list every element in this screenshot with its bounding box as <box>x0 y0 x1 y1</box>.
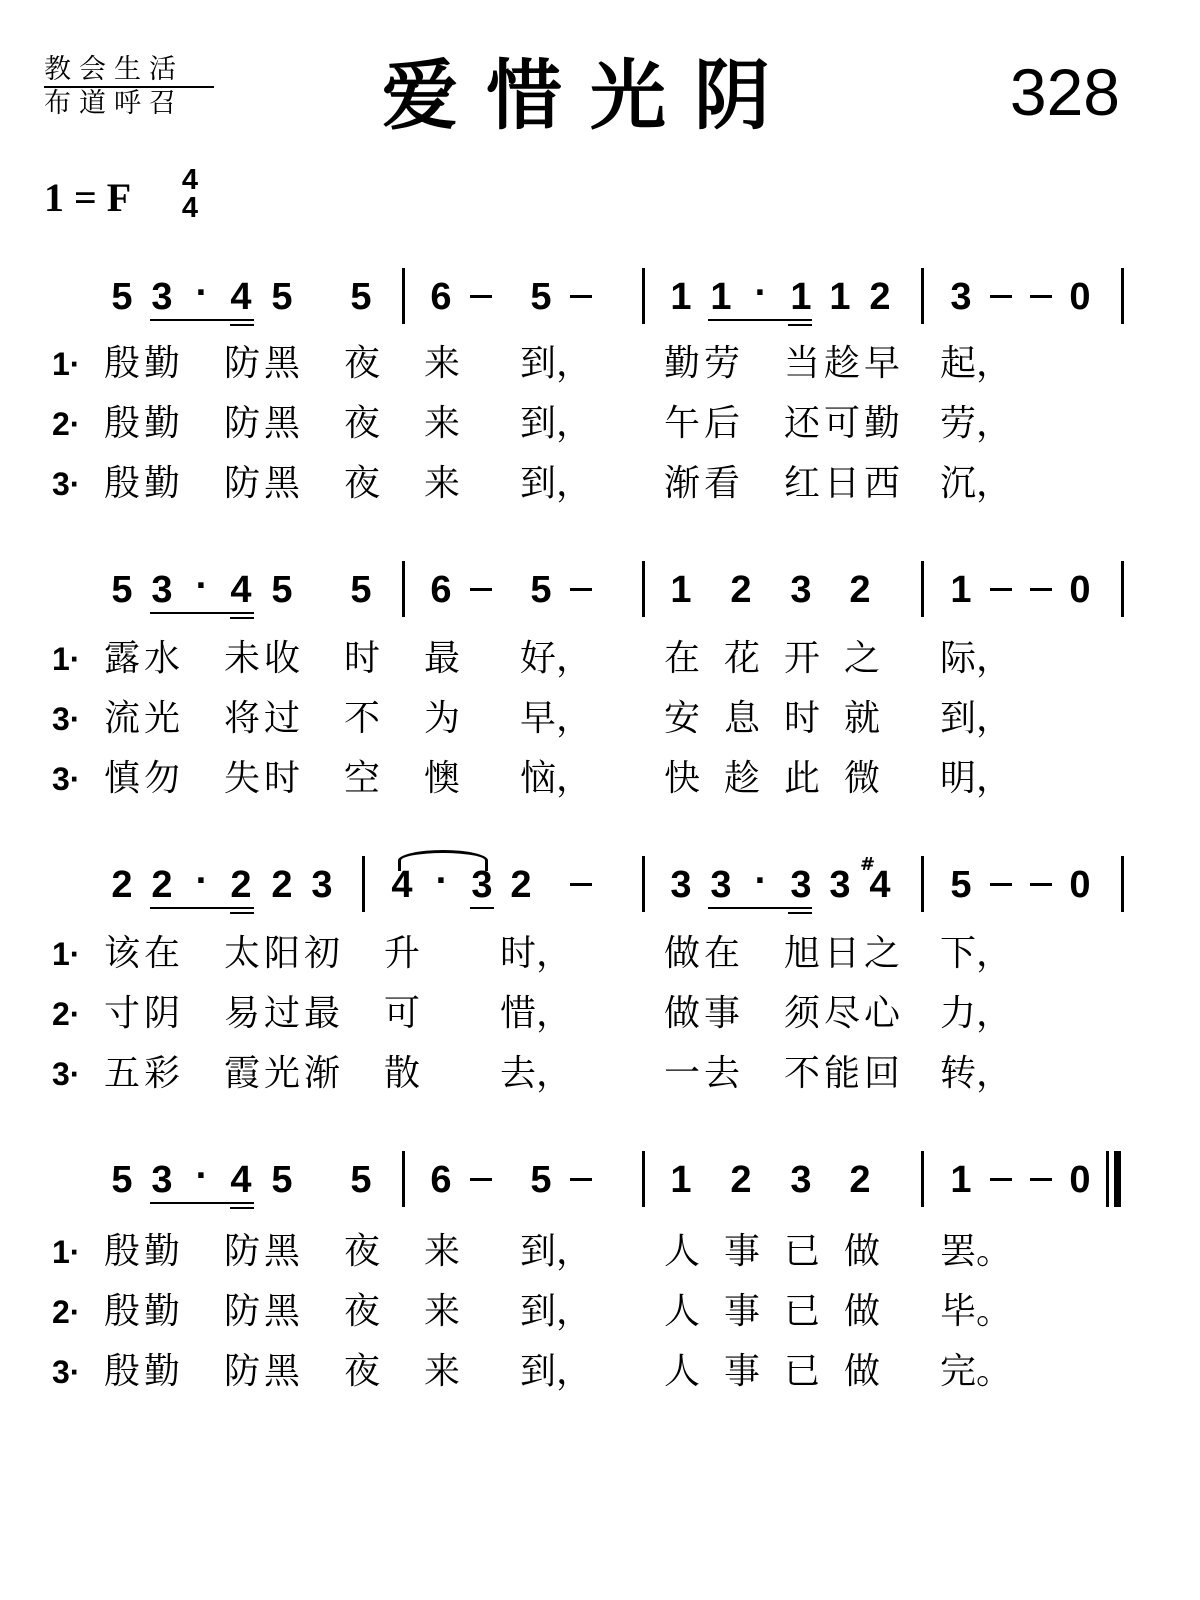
jianpu-note: 4 <box>230 1159 252 1201</box>
category-line-2: 布道呼召 <box>44 88 184 119</box>
jianpu-note: 2 <box>869 276 891 318</box>
lyric-syllable: 光 <box>143 698 180 739</box>
sharp-accidental: # <box>860 854 876 875</box>
sustain-dash <box>990 295 1012 298</box>
jianpu-note: 5 <box>271 1159 293 1201</box>
lyric-syllable: 收 <box>263 638 300 679</box>
lyric-syllable: 过 <box>263 698 300 739</box>
lyric-syllable: 勤 <box>143 1231 180 1272</box>
jianpu-note: 1 <box>829 276 851 318</box>
lyric-syllable: 看 <box>703 463 740 504</box>
verse-number: 3· <box>52 701 81 737</box>
jianpu-note: 1 <box>710 276 732 318</box>
jianpu-note: 5 <box>271 276 293 318</box>
lyric-syllable: 散 <box>383 1053 420 1094</box>
barline <box>1121 856 1124 912</box>
lyric-syllable: 黑 <box>263 403 300 444</box>
sustain-dash <box>470 1178 492 1181</box>
lyric-syllable: 时 <box>263 758 300 799</box>
key-signature: 1 = F <box>44 175 132 220</box>
lyric-syllable: 将 <box>223 698 260 739</box>
sustain-dash <box>470 295 492 298</box>
lyric-syllable: 懊 <box>423 758 460 799</box>
beam-underline <box>150 319 254 321</box>
lyric-syllable: 去， <box>500 1053 573 1094</box>
lyric-syllable: 勤 <box>143 1351 180 1392</box>
jianpu-note: 2 <box>730 1159 752 1201</box>
final-barline-thin <box>1106 1151 1109 1207</box>
jianpu-note: 4 <box>391 864 413 906</box>
lyric-syllable: 来 <box>423 1351 460 1392</box>
sustain-dash <box>1030 883 1052 886</box>
jianpu-note: 3 <box>311 864 333 906</box>
jianpu-note: 3 <box>829 864 851 906</box>
barline <box>921 1151 924 1207</box>
beam-underline <box>150 612 254 614</box>
lyric-line <box>0 460 1200 508</box>
lyric-syllable: 到， <box>520 1231 593 1272</box>
lyric-syllable: 殷 <box>103 343 140 384</box>
jianpu-note: 6 <box>430 276 452 318</box>
lyric-line <box>0 635 1200 683</box>
jianpu-note: 1 <box>790 276 812 318</box>
verse-number: 1· <box>52 641 81 677</box>
lyric-syllable: 勤 <box>863 403 900 444</box>
barline <box>402 561 405 617</box>
barline <box>402 1151 405 1207</box>
lyric-syllable: 红 <box>783 463 820 504</box>
lyric-syllable: 须 <box>783 993 820 1034</box>
lyric-syllable: 空 <box>343 758 380 799</box>
beam-underline <box>708 907 812 909</box>
sustain-dash <box>1030 1178 1052 1181</box>
time-signature-top: 4 <box>181 164 199 196</box>
jianpu-note: 2 <box>271 864 293 906</box>
jianpu-note: 2 <box>849 569 871 611</box>
jianpu-note: 5 <box>111 276 133 318</box>
jianpu-note: 5 <box>350 569 372 611</box>
lyric-syllable: 彩 <box>143 1053 180 1094</box>
jianpu-note: 0 <box>1069 569 1091 611</box>
lyric-syllable: 来 <box>423 403 460 444</box>
jianpu-note: 1 <box>950 1159 972 1201</box>
jianpu-note: 1 <box>950 569 972 611</box>
jianpu-note: 5 <box>530 276 552 318</box>
lyric-syllable: 事 <box>723 1351 760 1392</box>
lyric-syllable: 该 <box>103 933 140 974</box>
lyric-syllable: 到， <box>940 698 1013 739</box>
lyric-syllable: 到， <box>520 463 593 504</box>
lyric-syllable: 露 <box>103 638 140 679</box>
lyric-syllable: 黑 <box>263 1231 300 1272</box>
lyric-syllable: 罢。 <box>940 1231 1013 1272</box>
lyric-syllable: 做 <box>663 993 700 1034</box>
notation-line <box>0 272 1200 342</box>
lyric-line <box>0 1228 1200 1276</box>
jianpu-note: 1 <box>670 569 692 611</box>
jianpu-note: 2 <box>849 1159 871 1201</box>
jianpu-note: 5 <box>530 1159 552 1201</box>
jianpu-note: 2 <box>730 569 752 611</box>
hymn-number: 328 <box>1009 55 1120 129</box>
lyric-syllable: 去 <box>703 1053 740 1094</box>
lyric-syllable: 来 <box>423 1231 460 1272</box>
lyric-syllable: 在 <box>703 933 740 974</box>
jianpu-note: 3 <box>151 569 173 611</box>
lyric-syllable: 快 <box>663 758 700 799</box>
lyric-syllable: 防 <box>223 1231 260 1272</box>
hymn-title: 爱惜光阴 <box>382 51 798 140</box>
jianpu-note: 0 <box>1069 864 1091 906</box>
lyric-syllable: 夜 <box>343 403 380 444</box>
lyric-syllable: 就 <box>843 698 880 739</box>
lyric-syllable: 殷 <box>103 1231 140 1272</box>
beam-underline-second <box>788 324 812 326</box>
lyric-syllable: 做 <box>843 1351 880 1392</box>
jianpu-note: 2 <box>151 864 173 906</box>
lyric-syllable: 水 <box>143 638 180 679</box>
jianpu-note: 5 <box>350 276 372 318</box>
beam-underline <box>150 907 254 909</box>
lyric-syllable: 还 <box>783 403 820 444</box>
lyric-syllable: 当 <box>783 343 820 384</box>
jianpu-note: 4 <box>869 864 891 906</box>
lyric-syllable: 劳 <box>703 343 740 384</box>
lyric-syllable: 做 <box>663 933 700 974</box>
barline <box>921 856 924 912</box>
lyric-syllable: 起， <box>940 343 1013 384</box>
lyric-syllable: 人 <box>663 1351 700 1392</box>
lyric-syllable: 黑 <box>263 463 300 504</box>
lyric-syllable: 毕。 <box>940 1291 1013 1332</box>
jianpu-note: 6 <box>430 569 452 611</box>
verse-number: 3· <box>52 466 81 502</box>
lyric-syllable: 殷 <box>103 463 140 504</box>
lyric-syllable: 到， <box>520 343 593 384</box>
sustain-dash <box>570 588 592 591</box>
lyric-syllable: 可 <box>823 403 860 444</box>
lyric-syllable: 阳 <box>263 933 300 974</box>
lyric-syllable: 太 <box>223 933 260 974</box>
lyric-syllable: 际， <box>940 638 1013 679</box>
jianpu-note: 5 <box>111 1159 133 1201</box>
lyric-line <box>0 400 1200 448</box>
lyric-syllable: 防 <box>223 1291 260 1332</box>
lyric-syllable: 阴 <box>143 993 180 1034</box>
jianpu-note: 1 <box>670 276 692 318</box>
jianpu-note: 3 <box>151 1159 173 1201</box>
notation-line <box>0 565 1200 635</box>
verse-number: 2· <box>52 406 81 442</box>
jianpu-note: 5 <box>350 1159 372 1201</box>
lyric-syllable: 来 <box>423 343 460 384</box>
verse-number: 2· <box>52 996 81 1032</box>
lyric-syllable: 初 <box>303 933 340 974</box>
lyric-syllable: 后 <box>703 403 740 444</box>
dotted-note-dot: · <box>754 860 768 902</box>
beam-underline-second <box>788 912 812 914</box>
lyric-syllable: 尽 <box>823 993 860 1034</box>
jianpu-note: 4 <box>230 569 252 611</box>
lyric-syllable: 人 <box>663 1231 700 1272</box>
lyric-syllable: 劳， <box>940 403 1013 444</box>
dotted-note-dot: · <box>195 565 209 607</box>
lyric-line <box>0 340 1200 388</box>
lyric-syllable: 黑 <box>263 1291 300 1332</box>
lyric-syllable: 日 <box>823 933 860 974</box>
lyric-syllable: 殷 <box>103 1351 140 1392</box>
verse-number: 1· <box>52 936 81 972</box>
lyric-syllable: 下， <box>940 933 1013 974</box>
jianpu-note: 3 <box>790 864 812 906</box>
lyric-syllable: 勤 <box>143 463 180 504</box>
lyric-syllable: 开 <box>783 638 820 679</box>
lyric-syllable: 花 <box>723 638 760 679</box>
jianpu-note: 0 <box>1069 1159 1091 1201</box>
lyric-syllable: 殷 <box>103 403 140 444</box>
jianpu-note: 3 <box>670 864 692 906</box>
lyric-syllable: 能 <box>823 1053 860 1094</box>
jianpu-note: 6 <box>430 1159 452 1201</box>
jianpu-note: 5 <box>111 569 133 611</box>
lyric-syllable: 到， <box>520 403 593 444</box>
lyric-line <box>0 1050 1200 1098</box>
lyric-syllable: 夜 <box>343 343 380 384</box>
barline <box>1121 561 1124 617</box>
notation-line <box>0 1155 1200 1225</box>
lyric-syllable: 渐 <box>663 463 700 504</box>
lyric-syllable: 防 <box>223 463 260 504</box>
barline <box>921 268 924 324</box>
lyric-syllable: 寸 <box>103 993 140 1034</box>
lyric-syllable: 一 <box>663 1053 700 1094</box>
barline <box>642 268 645 324</box>
dotted-note-dot: · <box>195 1155 209 1197</box>
category-label <box>44 54 214 120</box>
lyric-syllable: 防 <box>223 343 260 384</box>
lyric-syllable: 光 <box>263 1053 300 1094</box>
lyric-syllable: 做 <box>843 1291 880 1332</box>
verse-number: 3· <box>52 761 81 797</box>
dotted-note-dot: · <box>195 860 209 902</box>
lyric-syllable: 时， <box>500 933 573 974</box>
time-signature-bottom: 4 <box>181 192 199 224</box>
lyric-syllable: 已 <box>783 1291 820 1332</box>
lyric-line <box>0 755 1200 803</box>
lyric-syllable: 事 <box>703 993 740 1034</box>
sustain-dash <box>990 883 1012 886</box>
lyric-syllable: 黑 <box>263 343 300 384</box>
lyric-syllable: 之 <box>863 933 900 974</box>
jianpu-note: 5 <box>271 569 293 611</box>
lyric-syllable: 夜 <box>343 1231 380 1272</box>
lyric-syllable: 沉， <box>940 463 1013 504</box>
lyric-syllable: 殷 <box>103 1291 140 1332</box>
lyric-syllable: 趁 <box>723 758 760 799</box>
lyric-syllable: 安 <box>663 698 700 739</box>
lyric-syllable: 最 <box>303 993 340 1034</box>
lyric-syllable: 此 <box>783 758 820 799</box>
lyric-syllable: 渐 <box>303 1053 340 1094</box>
jianpu-note: 3 <box>151 276 173 318</box>
lyric-syllable: 勤 <box>663 343 700 384</box>
sustain-dash <box>1030 588 1052 591</box>
lyric-line <box>0 1348 1200 1396</box>
lyric-syllable: 不 <box>783 1053 820 1094</box>
dotted-note-dot: · <box>435 860 449 902</box>
lyric-syllable: 慎 <box>103 758 140 799</box>
lyric-syllable: 来 <box>423 463 460 504</box>
jianpu-note: 0 <box>1069 276 1091 318</box>
lyric-syllable: 时 <box>343 638 380 679</box>
jianpu-note: 3 <box>790 569 812 611</box>
jianpu-note: 4 <box>230 276 252 318</box>
lyric-syllable: 回 <box>863 1053 900 1094</box>
lyric-syllable: 勤 <box>143 1291 180 1332</box>
lyric-syllable: 不 <box>343 698 380 739</box>
sustain-dash <box>570 883 592 886</box>
beam-underline <box>708 319 812 321</box>
lyric-syllable: 流 <box>103 698 140 739</box>
beam-underline-second <box>230 324 254 326</box>
lyric-syllable: 事 <box>723 1291 760 1332</box>
lyric-line <box>0 1288 1200 1336</box>
jianpu-note: 5 <box>950 864 972 906</box>
lyric-syllable: 到， <box>520 1351 593 1392</box>
lyric-syllable: 力， <box>940 993 1013 1034</box>
lyric-syllable: 微 <box>843 758 880 799</box>
jianpu-note: 2 <box>111 864 133 906</box>
category-line-1: 教会生活 <box>44 54 214 88</box>
lyric-syllable: 转， <box>940 1053 1013 1094</box>
lyric-syllable: 惜， <box>500 993 573 1034</box>
jianpu-note: 3 <box>950 276 972 318</box>
sustain-dash <box>990 588 1012 591</box>
lyric-syllable: 好， <box>520 638 593 679</box>
lyric-syllable: 可 <box>383 993 420 1034</box>
lyric-syllable: 在 <box>663 638 700 679</box>
lyric-syllable: 失 <box>223 758 260 799</box>
beam-underline-second <box>230 617 254 619</box>
barline <box>1121 268 1124 324</box>
lyric-syllable: 明， <box>940 758 1013 799</box>
dotted-note-dot: · <box>754 272 768 314</box>
lyric-syllable: 到， <box>520 1291 593 1332</box>
final-barline-thick <box>1114 1151 1121 1207</box>
lyric-syllable: 日 <box>823 463 860 504</box>
lyric-syllable: 防 <box>223 1351 260 1392</box>
lyric-syllable: 霞 <box>223 1053 260 1094</box>
barline <box>642 856 645 912</box>
jianpu-note: 3 <box>790 1159 812 1201</box>
sustain-dash <box>570 1178 592 1181</box>
lyric-syllable: 早， <box>520 698 593 739</box>
notation-line <box>0 854 1200 930</box>
barline <box>362 856 365 912</box>
lyric-line <box>0 990 1200 1038</box>
lyric-syllable: 心 <box>863 993 900 1034</box>
beam-underline-second <box>230 1207 254 1209</box>
barline <box>402 268 405 324</box>
barline <box>642 561 645 617</box>
lyric-syllable: 完。 <box>940 1351 1013 1392</box>
verse-number: 3· <box>52 1056 81 1092</box>
lyric-syllable: 勤 <box>143 403 180 444</box>
lyric-syllable: 过 <box>263 993 300 1034</box>
verse-number: 1· <box>52 1234 81 1270</box>
tie-slur <box>398 850 488 871</box>
barline <box>921 561 924 617</box>
lyric-syllable: 升 <box>383 933 420 974</box>
verse-number: 1· <box>52 346 81 382</box>
lyric-syllable: 早 <box>863 343 900 384</box>
jianpu-note: 2 <box>230 864 252 906</box>
lyric-syllable: 勤 <box>143 343 180 384</box>
lyric-syllable: 已 <box>783 1231 820 1272</box>
time-signature <box>178 166 202 222</box>
lyric-syllable: 恼， <box>520 758 593 799</box>
lyric-syllable: 夜 <box>343 1291 380 1332</box>
lyric-syllable: 夜 <box>343 1351 380 1392</box>
sustain-dash <box>470 588 492 591</box>
beam-underline <box>150 1202 254 1204</box>
lyric-syllable: 午 <box>663 403 700 444</box>
jianpu-note: 2 <box>510 864 532 906</box>
barline <box>642 1151 645 1207</box>
sustain-dash <box>570 295 592 298</box>
dotted-note-dot: · <box>195 272 209 314</box>
lyric-syllable: 最 <box>423 638 460 679</box>
lyric-syllable: 防 <box>223 403 260 444</box>
lyric-syllable: 来 <box>423 1291 460 1332</box>
sustain-dash <box>1030 295 1052 298</box>
jianpu-note: 5 <box>530 569 552 611</box>
lyric-syllable: 黑 <box>263 1351 300 1392</box>
sustain-dash <box>990 1178 1012 1181</box>
lyric-line <box>0 930 1200 978</box>
lyric-syllable: 勿 <box>143 758 180 799</box>
lyric-syllable: 在 <box>143 933 180 974</box>
jianpu-note: 1 <box>670 1159 692 1201</box>
beam-underline <box>470 907 494 909</box>
lyric-syllable: 未 <box>223 638 260 679</box>
lyric-syllable: 旭 <box>783 933 820 974</box>
verse-number: 2· <box>52 1294 81 1330</box>
lyric-syllable: 趁 <box>823 343 860 384</box>
jianpu-note: 3 <box>710 864 732 906</box>
lyric-syllable: 夜 <box>343 463 380 504</box>
lyric-syllable: 易 <box>223 993 260 1034</box>
beam-underline-second <box>230 912 254 914</box>
lyric-line <box>0 695 1200 743</box>
jianpu-note: 3 <box>471 864 493 906</box>
verse-number: 3· <box>52 1354 81 1390</box>
lyric-syllable: 五 <box>103 1053 140 1094</box>
lyric-syllable: 时 <box>783 698 820 739</box>
lyric-syllable: 人 <box>663 1291 700 1332</box>
lyric-syllable: 息 <box>723 698 760 739</box>
lyric-syllable: 为 <box>423 698 460 739</box>
lyric-syllable: 已 <box>783 1351 820 1392</box>
lyric-syllable: 事 <box>723 1231 760 1272</box>
lyric-syllable: 做 <box>843 1231 880 1272</box>
lyric-syllable: 之 <box>843 638 880 679</box>
lyric-syllable: 西 <box>863 463 900 504</box>
